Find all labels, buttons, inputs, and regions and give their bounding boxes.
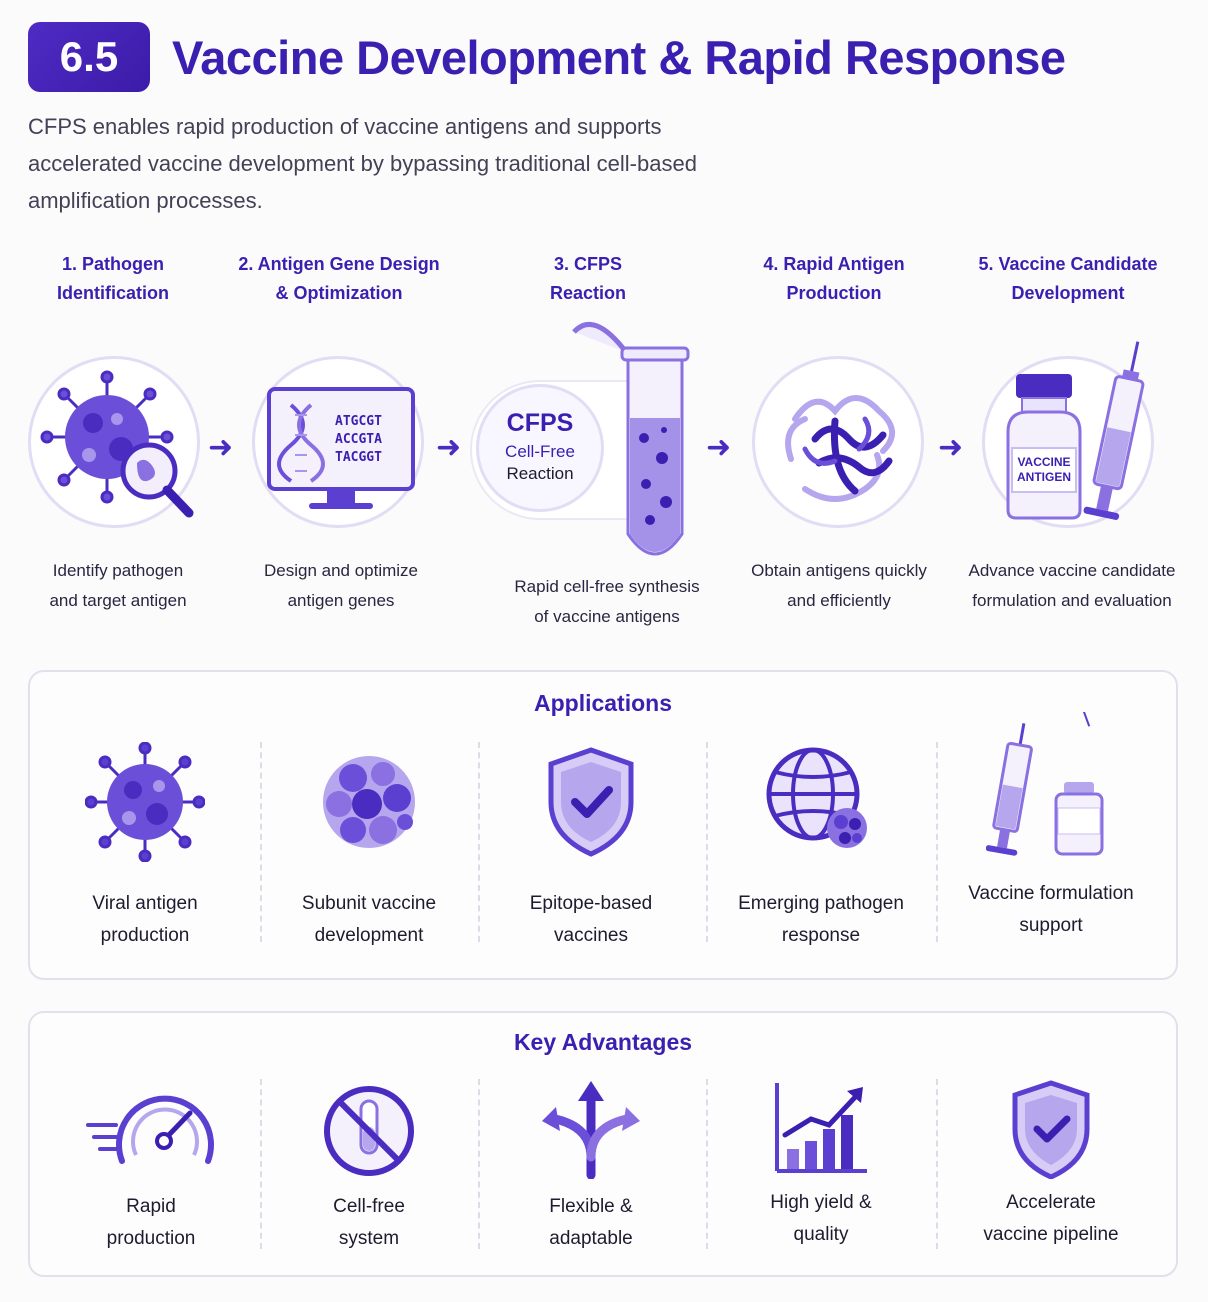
test-tube-icon: [566, 312, 696, 572]
sequence-line: ACCGTA: [335, 432, 382, 447]
step-title: 5. Vaccine Candidate Development: [978, 254, 1158, 303]
advantage-item: [36, 1083, 266, 1255]
application-label: Viral antigen production: [92, 893, 198, 946]
protein-cluster-icon: [309, 742, 429, 862]
application-item: [706, 742, 936, 952]
shield-check-icon: [531, 742, 651, 862]
application-item: [936, 712, 1166, 942]
step-2: [228, 250, 450, 308]
speedometer-icon: [86, 1083, 216, 1179]
step-description: Obtain antigens quickly and efficiently: [751, 561, 927, 610]
advantage-item: [936, 1079, 1166, 1251]
step-title: 4. Rapid Antigen Production: [763, 254, 905, 303]
page-title: Vaccine Development & Rapid Response: [172, 30, 1066, 84]
step-5: [962, 250, 1174, 308]
advantage-item: [254, 1083, 484, 1255]
advantages-title: Key Advantages: [513, 1029, 693, 1055]
cfps-badge-title: CFPS: [506, 409, 574, 437]
step-description: Advance vaccine candidate formulation and evaluation: [968, 561, 1176, 610]
step-title: 1. Pathogen Identification: [57, 254, 169, 303]
applications-title: Applications: [533, 690, 672, 716]
arrow-icon: ➜: [436, 431, 462, 464]
advantage-label: High yield & quality: [770, 1192, 872, 1245]
application-label: Epitope-based vaccines: [529, 893, 653, 946]
syringe-vial-icon: [986, 712, 1116, 862]
protein-icon: [755, 359, 927, 531]
advantage-label: Flexible & adaptable: [549, 1196, 633, 1249]
advantage-label: Rapid production: [106, 1196, 196, 1249]
step-4-circle: [752, 356, 924, 528]
application-label: Emerging pathogen response: [738, 893, 904, 946]
step-description: Rapid cell-free synthesis of vaccine antigens: [514, 577, 700, 626]
step-title: 2. Antigen Gene Design & Optimization: [238, 254, 440, 303]
cfps-badge-subtitle: Cell-Free: [505, 442, 575, 461]
application-item: [254, 742, 484, 952]
application-item: [30, 742, 260, 952]
sequence-line: TACGGT: [335, 450, 382, 465]
advantage-item: [476, 1079, 706, 1255]
advantage-label: Cell-free system: [333, 1196, 405, 1249]
cfps-badge-subtitle: Reaction: [506, 464, 574, 483]
applications-panel: [28, 670, 1178, 980]
arrow-icon: ➜: [208, 431, 234, 464]
step-1: [28, 250, 198, 308]
vial-label-line: VACCINE: [1017, 455, 1071, 469]
advantage-label: Accelerate vaccine pipeline: [983, 1192, 1119, 1245]
shield-check-icon: [1001, 1079, 1101, 1179]
advantages-panel: [28, 1011, 1178, 1277]
advantage-item: [706, 1079, 936, 1251]
application-item: [476, 742, 706, 952]
application-label: Subunit vaccine development: [301, 893, 437, 946]
step-description: Design and optimize antigen genes: [263, 561, 419, 610]
step-4: [752, 250, 916, 308]
step-description: Identify pathogen and target antigen: [49, 561, 187, 610]
bar-chart-icon: [771, 1079, 871, 1179]
intro-text: CFPS enables rapid production of vaccine antigens and supports accelerated vaccine development by bypassing traditional cell-based amplification processes.: [28, 114, 697, 213]
no-cell-icon: [319, 1083, 419, 1179]
sequence-line: ATGCGT: [335, 414, 382, 429]
application-label: Vaccine formulation support: [968, 883, 1134, 936]
arrow-icon: ➜: [706, 431, 732, 464]
step-1-circle: [28, 356, 200, 528]
vial-label-line: ANTIGEN: [1017, 470, 1071, 484]
step-2-circle: [252, 356, 424, 528]
header: [28, 22, 1066, 92]
monitor-dna-icon: [255, 359, 427, 531]
globe-icon: [761, 742, 881, 862]
virus-magnifier-icon: [31, 359, 203, 531]
step-title: 3. CFPS Reaction: [549, 254, 627, 303]
branching-arrows-icon: [536, 1079, 646, 1179]
arrow-icon: ➜: [938, 431, 964, 464]
virus-icon: [85, 742, 205, 862]
vial-syringe-icon: [1004, 340, 1194, 530]
step-3: [512, 250, 664, 308]
section-number-badge: 6.5: [28, 22, 150, 92]
